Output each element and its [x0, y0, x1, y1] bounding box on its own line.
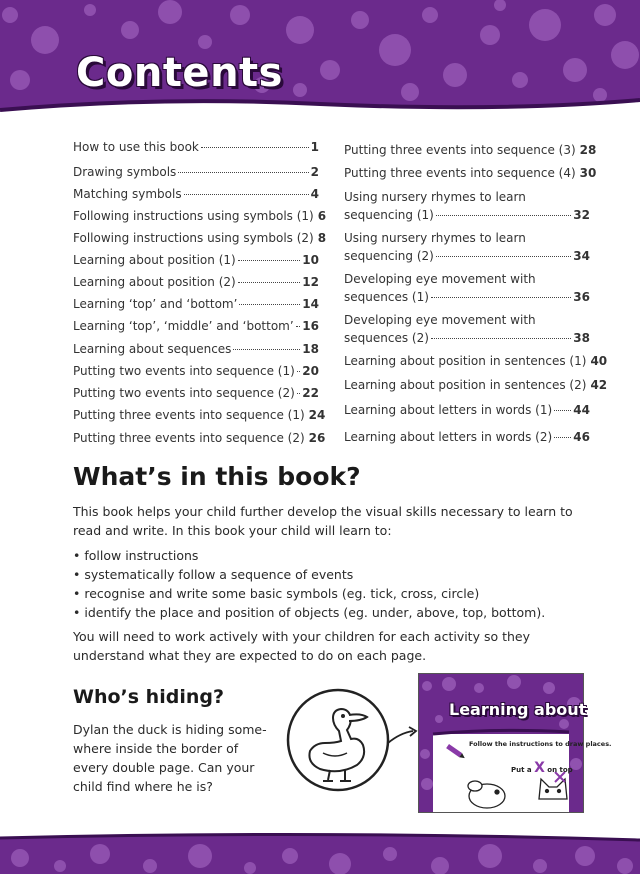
toc-item[interactable]: [73, 251, 319, 269]
toc-item-title: Learning about sequences: [73, 342, 232, 356]
toc-item-title: sequencing (1): [344, 208, 434, 222]
toc-leader: [431, 297, 571, 298]
toc-item[interactable]: [344, 188, 590, 224]
toc-item-title: Matching symbols: [73, 187, 182, 201]
list-item: • identify the place and position of objects (eg. under, above, top, bottom).: [73, 603, 593, 622]
toc-item-title: Drawing symbols: [73, 165, 177, 179]
toc-item[interactable]: [73, 163, 319, 181]
toc-item-page: 1: [310, 140, 319, 154]
toc-item[interactable]: [344, 376, 608, 394]
toc-item-page: 38: [573, 331, 590, 345]
whos-hiding-text: Dylan the duck is hiding some-where inside the border of every double page. Can your child find where he is?: [73, 722, 267, 794]
toc-item-title: Learning about letters in words (1): [344, 403, 553, 417]
toc-leader: [201, 147, 309, 148]
toc-item[interactable]: [344, 141, 597, 159]
toc-item[interactable]: [344, 164, 597, 182]
toc-item-title-line1: Using nursery rhymes to learn: [344, 231, 526, 245]
duck-illustration: [285, 685, 420, 795]
toc-item-title: Putting three events into sequence (3): [344, 143, 576, 157]
toc-item-title: Putting three events into sequence (4): [344, 166, 576, 180]
toc-leader: [297, 393, 301, 394]
toc-item-page: 26: [308, 431, 326, 445]
toc-item-page: 4: [310, 187, 319, 201]
toc-item-title: sequencing (2): [344, 249, 434, 263]
toc-item-title: Learning ‘top’, ‘middle’ and ‘bottom’: [73, 319, 294, 333]
intro-paragraph: This book helps your child further develop the visual skills necessary to learn to read and write. In this book your child will learn to:: [73, 504, 573, 538]
toc-leader: [554, 410, 571, 411]
toc-item[interactable]: [73, 362, 319, 380]
toc-item-page: 2: [310, 165, 319, 179]
header-banner: [0, 0, 640, 130]
toc-item-page: 44: [573, 403, 590, 417]
toc-item-title-line1: Using nursery rhymes to learn: [344, 190, 526, 204]
toc-item[interactable]: [344, 401, 590, 419]
sample-page-thumbnail: [418, 673, 612, 813]
list-item: • follow instructions: [73, 546, 593, 565]
section-heading-whos-hiding: Who’s hiding?: [73, 686, 224, 708]
toc-item[interactable]: [73, 207, 327, 225]
toc-item-page: 28: [579, 143, 597, 157]
toc-item-title: Learning about position in sentences (1): [344, 354, 587, 368]
toc-item-title: Following instructions using symbols (2): [73, 231, 314, 245]
toc-item-title: Following instructions using symbols (1): [73, 209, 314, 223]
toc-item[interactable]: [73, 229, 327, 247]
toc-item[interactable]: [73, 295, 319, 313]
toc-item-title: Putting two events into sequence (2): [73, 386, 295, 400]
list-item: • recognise and write some basic symbols (eg. tick, cross, circle): [73, 584, 593, 603]
toc-item-page: 10: [302, 253, 319, 267]
toc-item-title: Learning about position in sentences (2): [344, 378, 587, 392]
toc-item-page: 6: [317, 209, 327, 223]
toc-item[interactable]: [73, 406, 326, 424]
toc-item-page: 14: [302, 297, 319, 311]
toc-item-title: Learning about position (1): [73, 253, 236, 267]
toc-item[interactable]: [73, 384, 319, 402]
section-heading-whats-in: What’s in this book?: [73, 462, 361, 491]
toc-item-page: 18: [302, 342, 319, 356]
cross-symbol: X: [534, 760, 545, 776]
toc-item-title: Learning about position (2): [73, 275, 236, 289]
toc-item-title: How to use this book: [73, 140, 199, 154]
toc-leader: [178, 172, 308, 173]
thumbnail-title: Learning about: [449, 700, 587, 719]
toc-item-title: Putting three events into sequence (1): [73, 408, 305, 422]
toc-leader: [436, 215, 571, 216]
toc-leader: [554, 437, 571, 438]
thumbnail-instruction: Follow the instructions to draw places.: [469, 740, 612, 748]
toc-item-title: sequences (1): [344, 290, 429, 304]
toc-item-title-line1: Developing eye movement with: [344, 313, 536, 327]
toc-item-page: 20: [302, 364, 319, 378]
toc-leader: [296, 326, 301, 327]
toc-item[interactable]: [73, 273, 319, 291]
outro-paragraph: You will need to work actively with your children for each activity so they understand what they are expected to do on each page.: [73, 629, 531, 663]
toc-leader: [238, 260, 301, 261]
toc-item[interactable]: [344, 229, 590, 265]
toc-item-title: Putting three events into sequence (2): [73, 431, 305, 445]
toc-item-page: 16: [302, 319, 319, 333]
toc-item-page: 22: [302, 386, 319, 400]
toc-item-page: 8: [317, 231, 327, 245]
list-item: • systematically follow a sequence of events: [73, 565, 593, 584]
footer-dots-background: [0, 826, 640, 874]
toc-leader: [436, 256, 571, 257]
toc-item-page: 46: [573, 430, 590, 444]
toc-item-page: 34: [573, 249, 590, 263]
toc-item[interactable]: [73, 138, 319, 156]
page-title: Contents: [76, 50, 283, 96]
toc-item-title: Learning ‘top’ and ‘bottom’: [73, 297, 238, 311]
toc-item[interactable]: [73, 429, 326, 447]
toc-item-page: 42: [590, 378, 608, 392]
toc-leader: [297, 371, 301, 372]
toc-item[interactable]: [344, 311, 590, 347]
skills-list: [73, 546, 593, 622]
toc-leader: [238, 282, 301, 283]
toc-leader: [184, 194, 309, 195]
toc-item-page: 30: [579, 166, 597, 180]
toc-item[interactable]: [344, 428, 590, 446]
toc-item[interactable]: [344, 270, 590, 306]
toc-item[interactable]: [344, 352, 608, 370]
toc-leader: [239, 304, 300, 305]
toc-item[interactable]: [73, 340, 319, 358]
toc-item-title-line1: Developing eye movement with: [344, 272, 536, 286]
toc-leader: [233, 349, 300, 350]
toc-item-page: 24: [308, 408, 326, 422]
thumbnail-put-text: Put a X on top: [511, 760, 573, 776]
toc-leader: [431, 338, 571, 339]
toc-item-page: 12: [302, 275, 319, 289]
toc-item-page: 36: [573, 290, 590, 304]
toc-item-page: 40: [590, 354, 608, 368]
toc-item[interactable]: [73, 317, 319, 335]
toc-item-title: Learning about letters in words (2): [344, 430, 553, 444]
toc-item[interactable]: [73, 185, 319, 203]
toc-item-title: sequences (2): [344, 331, 429, 345]
toc-item-title: Putting two events into sequence (1): [73, 364, 295, 378]
toc-item-page: 32: [573, 208, 590, 222]
